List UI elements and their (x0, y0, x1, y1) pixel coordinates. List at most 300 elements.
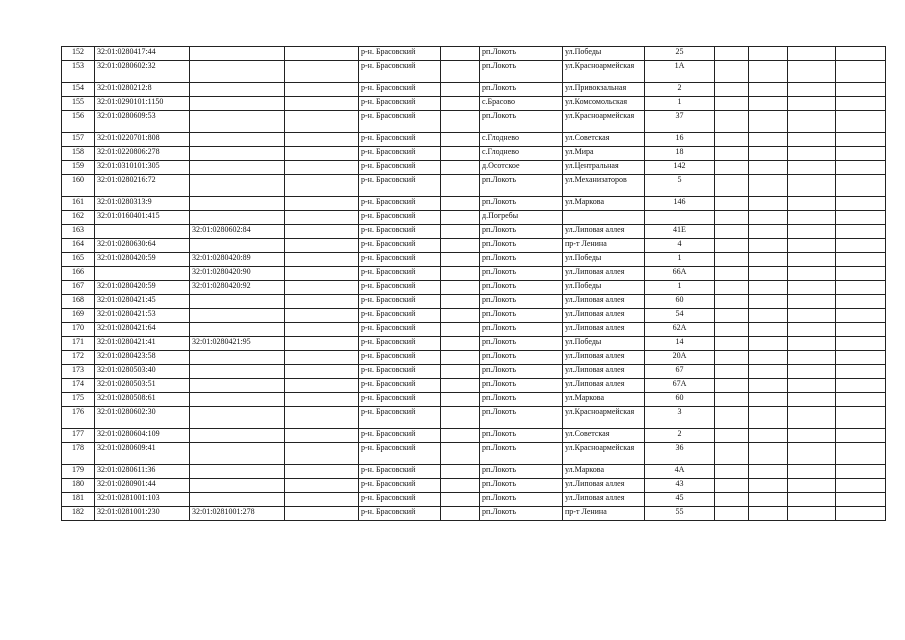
cadastral-number-secondary (190, 61, 285, 83)
cadastral-number-secondary (190, 133, 285, 147)
empty-cell (715, 337, 749, 351)
empty-cell (441, 267, 480, 281)
empty-cell (788, 365, 836, 379)
district-cell: р-н. Брасовский (359, 111, 441, 133)
empty-cell (285, 47, 359, 61)
cadastral-number: 32:01:0280602:30 (95, 407, 190, 429)
row-number: 165 (62, 253, 95, 267)
empty-cell (788, 407, 836, 429)
empty-cell (788, 175, 836, 197)
district-cell: р-н. Брасовский (359, 225, 441, 239)
street-cell: ул.Липовая аллея (563, 351, 645, 365)
empty-cell (749, 133, 788, 147)
empty-cell (441, 239, 480, 253)
table-row (62, 267, 886, 281)
house-number: 41Е (645, 225, 715, 239)
empty-cell (715, 379, 749, 393)
settlement-cell: рп.Локоть (480, 407, 563, 429)
table-row (62, 493, 886, 507)
empty-cell (441, 323, 480, 337)
house-number: 16 (645, 133, 715, 147)
settlement-cell: рп.Локоть (480, 239, 563, 253)
settlement-cell: рп.Локоть (480, 175, 563, 197)
empty-cell (788, 253, 836, 267)
cadastral-number: 32:01:0280421:64 (95, 323, 190, 337)
settlement-cell: рп.Локоть (480, 465, 563, 479)
empty-cell (285, 253, 359, 267)
district-cell: р-н. Брасовский (359, 507, 441, 521)
cadastral-number: 32:01:0280602:32 (95, 61, 190, 83)
cadastral-number-secondary (190, 465, 285, 479)
cadastral-number-secondary (190, 295, 285, 309)
row-number: 180 (62, 479, 95, 493)
street-cell: ул.Победы (563, 337, 645, 351)
empty-cell (788, 281, 836, 295)
empty-cell (441, 133, 480, 147)
empty-cell (749, 175, 788, 197)
cadastral-number-secondary: 32:01:0281001:278 (190, 507, 285, 521)
empty-cell (749, 337, 788, 351)
settlement-cell: рп.Локоть (480, 83, 563, 97)
empty-cell (441, 295, 480, 309)
table-row (62, 97, 886, 111)
empty-cell (749, 365, 788, 379)
cadastral-number: 32:01:0280630:64 (95, 239, 190, 253)
empty-cell (285, 211, 359, 225)
empty-cell (715, 281, 749, 295)
empty-cell (441, 309, 480, 323)
empty-cell (715, 61, 749, 83)
empty-cell (285, 197, 359, 211)
empty-cell (749, 309, 788, 323)
empty-cell (441, 161, 480, 175)
settlement-cell: рп.Локоть (480, 253, 563, 267)
empty-cell (285, 365, 359, 379)
table-row (62, 351, 886, 365)
table-row (62, 111, 886, 133)
empty-cell (441, 351, 480, 365)
empty-cell (836, 253, 886, 267)
empty-cell (836, 225, 886, 239)
district-cell: р-н. Брасовский (359, 47, 441, 61)
empty-cell (788, 493, 836, 507)
empty-cell (749, 479, 788, 493)
empty-cell (788, 211, 836, 225)
empty-cell (441, 83, 480, 97)
empty-cell (836, 465, 886, 479)
cadastral-number-secondary (190, 323, 285, 337)
cadastral-number-secondary (190, 147, 285, 161)
empty-cell (836, 111, 886, 133)
empty-cell (441, 225, 480, 239)
street-cell: ул.Липовая аллея (563, 479, 645, 493)
row-number: 172 (62, 351, 95, 365)
street-cell: ул.Красноармейская (563, 443, 645, 465)
empty-cell (441, 465, 480, 479)
house-number: 146 (645, 197, 715, 211)
cadastral-number-secondary (190, 47, 285, 61)
empty-cell (441, 407, 480, 429)
table-row (62, 479, 886, 493)
empty-cell (836, 295, 886, 309)
district-cell: р-н. Брасовский (359, 61, 441, 83)
settlement-cell: рп.Локоть (480, 429, 563, 443)
cadastral-number: 32:01:0280503:40 (95, 365, 190, 379)
empty-cell (788, 97, 836, 111)
house-number: 4 (645, 239, 715, 253)
row-number: 163 (62, 225, 95, 239)
empty-cell (441, 479, 480, 493)
cadastral-number: 32:01:0280313:9 (95, 197, 190, 211)
empty-cell (285, 337, 359, 351)
empty-cell (441, 97, 480, 111)
cadastral-number-secondary (190, 197, 285, 211)
empty-cell (749, 197, 788, 211)
cadastral-number-secondary (190, 211, 285, 225)
empty-cell (285, 147, 359, 161)
settlement-cell: рп.Локоть (480, 479, 563, 493)
empty-cell (836, 365, 886, 379)
row-number: 166 (62, 267, 95, 281)
empty-cell (836, 429, 886, 443)
row-number: 182 (62, 507, 95, 521)
empty-cell (285, 479, 359, 493)
cadastral-number: 32:01:0280609:53 (95, 111, 190, 133)
district-cell: р-н. Брасовский (359, 479, 441, 493)
district-cell: р-н. Брасовский (359, 239, 441, 253)
street-cell: ул.Советская (563, 133, 645, 147)
settlement-cell: рп.Локоть (480, 379, 563, 393)
table-row (62, 281, 886, 295)
table-row (62, 197, 886, 211)
empty-cell (285, 161, 359, 175)
empty-cell (749, 281, 788, 295)
house-number: 4А (645, 465, 715, 479)
district-cell: р-н. Брасовский (359, 161, 441, 175)
empty-cell (788, 61, 836, 83)
table-row (62, 429, 886, 443)
empty-cell (836, 493, 886, 507)
empty-cell (788, 225, 836, 239)
cadastral-number-secondary: 32:01:0280420:89 (190, 253, 285, 267)
settlement-cell: рп.Локоть (480, 267, 563, 281)
empty-cell (441, 393, 480, 407)
empty-cell (836, 133, 886, 147)
street-cell: ул.Маркова (563, 197, 645, 211)
row-number: 158 (62, 147, 95, 161)
house-number: 45 (645, 493, 715, 507)
empty-cell (788, 465, 836, 479)
empty-cell (285, 309, 359, 323)
row-number: 156 (62, 111, 95, 133)
street-cell: ул.Липовая аллея (563, 309, 645, 323)
empty-cell (749, 147, 788, 161)
house-number: 37 (645, 111, 715, 133)
table-row (62, 365, 886, 379)
cadastral-number: 32:01:0280503:51 (95, 379, 190, 393)
cadastral-number: 32:01:0280421:53 (95, 309, 190, 323)
empty-cell (749, 239, 788, 253)
row-number: 157 (62, 133, 95, 147)
street-cell: ул.Маркова (563, 465, 645, 479)
empty-cell (715, 295, 749, 309)
empty-cell (836, 147, 886, 161)
house-number: 1 (645, 97, 715, 111)
cadastral-number (95, 225, 190, 239)
district-cell: р-н. Брасовский (359, 197, 441, 211)
empty-cell (788, 197, 836, 211)
house-number: 18 (645, 147, 715, 161)
cadastral-number-secondary (190, 175, 285, 197)
cadastral-number-secondary (190, 379, 285, 393)
house-number: 25 (645, 47, 715, 61)
empty-cell (715, 479, 749, 493)
empty-cell (788, 111, 836, 133)
row-number: 178 (62, 443, 95, 465)
empty-cell (749, 161, 788, 175)
cadastral-number-secondary (190, 393, 285, 407)
row-number: 168 (62, 295, 95, 309)
house-number: 5 (645, 175, 715, 197)
cadastral-number: 32:01:0280609:41 (95, 443, 190, 465)
empty-cell (715, 239, 749, 253)
street-cell: ул.Победы (563, 47, 645, 61)
cadastral-number: 32:01:0280604:109 (95, 429, 190, 443)
row-number: 177 (62, 429, 95, 443)
cadastral-number-secondary (190, 365, 285, 379)
house-number: 2 (645, 429, 715, 443)
empty-cell (749, 267, 788, 281)
house-number: 2 (645, 83, 715, 97)
street-cell: ул.Комсомольская (563, 97, 645, 111)
settlement-cell: рп.Локоть (480, 61, 563, 83)
empty-cell (285, 225, 359, 239)
row-number: 162 (62, 211, 95, 225)
row-number: 159 (62, 161, 95, 175)
empty-cell (441, 443, 480, 465)
empty-cell (749, 429, 788, 443)
street-cell: ул.Липовая аллея (563, 267, 645, 281)
empty-cell (715, 309, 749, 323)
empty-cell (836, 407, 886, 429)
district-cell: р-н. Брасовский (359, 83, 441, 97)
empty-cell (788, 133, 836, 147)
district-cell: р-н. Брасовский (359, 295, 441, 309)
empty-cell (715, 97, 749, 111)
table-row (62, 443, 886, 465)
table-row (62, 295, 886, 309)
empty-cell (836, 83, 886, 97)
row-number: 155 (62, 97, 95, 111)
empty-cell (836, 97, 886, 111)
cadastral-number: 32:01:0280421:45 (95, 295, 190, 309)
house-number (645, 211, 715, 225)
street-cell: ул.Красноармейская (563, 111, 645, 133)
empty-cell (441, 47, 480, 61)
table-row (62, 147, 886, 161)
settlement-cell: рп.Локоть (480, 281, 563, 295)
empty-cell (715, 267, 749, 281)
empty-cell (441, 281, 480, 295)
row-number: 164 (62, 239, 95, 253)
district-cell: р-н. Брасовский (359, 443, 441, 465)
district-cell: р-н. Брасовский (359, 253, 441, 267)
district-cell: р-н. Брасовский (359, 309, 441, 323)
row-number: 160 (62, 175, 95, 197)
settlement-cell: рп.Локоть (480, 393, 563, 407)
empty-cell (715, 225, 749, 239)
district-cell: р-н. Брасовский (359, 379, 441, 393)
empty-cell (836, 281, 886, 295)
cadastral-number: 32:01:0220701:808 (95, 133, 190, 147)
empty-cell (285, 239, 359, 253)
empty-cell (441, 61, 480, 83)
empty-cell (749, 211, 788, 225)
cadastral-number-secondary (190, 239, 285, 253)
empty-cell (441, 211, 480, 225)
empty-cell (749, 295, 788, 309)
empty-cell (441, 253, 480, 267)
street-cell: ул.Привокзальная (563, 83, 645, 97)
district-cell: р-н. Брасовский (359, 147, 441, 161)
empty-cell (715, 365, 749, 379)
cadastral-number: 32:01:0290101:1150 (95, 97, 190, 111)
empty-cell (749, 111, 788, 133)
empty-cell (285, 351, 359, 365)
house-number: 36 (645, 443, 715, 465)
table-body (62, 47, 886, 521)
cadastral-number-secondary: 32:01:0280602:84 (190, 225, 285, 239)
empty-cell (441, 147, 480, 161)
empty-cell (788, 295, 836, 309)
empty-cell (715, 507, 749, 521)
cadastral-number: 32:01:0280216:72 (95, 175, 190, 197)
cadastral-number-secondary (190, 351, 285, 365)
settlement-cell: рп.Локоть (480, 111, 563, 133)
empty-cell (285, 493, 359, 507)
empty-cell (788, 147, 836, 161)
table-row (62, 225, 886, 239)
empty-cell (749, 225, 788, 239)
empty-cell (285, 133, 359, 147)
cadastral-number-secondary (190, 493, 285, 507)
table-row (62, 337, 886, 351)
empty-cell (788, 239, 836, 253)
street-cell: ул.Победы (563, 281, 645, 295)
empty-cell (788, 323, 836, 337)
cadastral-number-secondary: 32:01:0280421:95 (190, 337, 285, 351)
empty-cell (715, 47, 749, 61)
cadastral-number-secondary (190, 443, 285, 465)
street-cell: ул.Липовая аллея (563, 323, 645, 337)
cadastral-number: 32:01:0280421:41 (95, 337, 190, 351)
empty-cell (285, 281, 359, 295)
cadastral-number: 32:01:0281001:103 (95, 493, 190, 507)
house-number: 54 (645, 309, 715, 323)
row-number: 161 (62, 197, 95, 211)
empty-cell (788, 393, 836, 407)
empty-cell (715, 111, 749, 133)
empty-cell (836, 309, 886, 323)
empty-cell (836, 61, 886, 83)
district-cell: р-н. Брасовский (359, 351, 441, 365)
house-number: 1 (645, 253, 715, 267)
district-cell: р-н. Брасовский (359, 393, 441, 407)
empty-cell (715, 465, 749, 479)
table-row (62, 323, 886, 337)
table-row (62, 83, 886, 97)
empty-cell (285, 295, 359, 309)
empty-cell (836, 479, 886, 493)
house-number: 14 (645, 337, 715, 351)
empty-cell (715, 493, 749, 507)
house-number: 1 (645, 281, 715, 295)
settlement-cell: с.Глоднево (480, 147, 563, 161)
empty-cell (749, 493, 788, 507)
house-number: 67 (645, 365, 715, 379)
empty-cell (285, 111, 359, 133)
empty-cell (836, 379, 886, 393)
house-number: 66А (645, 267, 715, 281)
empty-cell (788, 351, 836, 365)
empty-cell (788, 429, 836, 443)
empty-cell (788, 379, 836, 393)
row-number: 152 (62, 47, 95, 61)
empty-cell (749, 465, 788, 479)
cadastral-number-secondary (190, 479, 285, 493)
settlement-cell: рп.Локоть (480, 323, 563, 337)
table-row (62, 161, 886, 175)
cadastral-number-secondary (190, 429, 285, 443)
cadastral-number-secondary (190, 83, 285, 97)
row-number: 170 (62, 323, 95, 337)
cadastral-number: 32:01:0280423:58 (95, 351, 190, 365)
empty-cell (285, 267, 359, 281)
district-cell: р-н. Брасовский (359, 211, 441, 225)
district-cell: р-н. Брасовский (359, 493, 441, 507)
house-number: 55 (645, 507, 715, 521)
row-number: 167 (62, 281, 95, 295)
district-cell: р-н. Брасовский (359, 337, 441, 351)
empty-cell (715, 197, 749, 211)
row-number: 173 (62, 365, 95, 379)
settlement-cell: рп.Локоть (480, 295, 563, 309)
row-number: 175 (62, 393, 95, 407)
street-cell: ул.Липовая аллея (563, 379, 645, 393)
empty-cell (749, 323, 788, 337)
street-cell: ул.Победы (563, 253, 645, 267)
empty-cell (285, 175, 359, 197)
district-cell: р-н. Брасовский (359, 281, 441, 295)
table-row (62, 379, 886, 393)
house-number: 60 (645, 393, 715, 407)
district-cell: р-н. Брасовский (359, 429, 441, 443)
empty-cell (715, 147, 749, 161)
street-cell: ул.Красноармейская (563, 407, 645, 429)
empty-cell (749, 351, 788, 365)
district-cell: р-н. Брасовский (359, 323, 441, 337)
cadastral-number: 32:01:0280508:61 (95, 393, 190, 407)
cadastral-number-secondary (190, 161, 285, 175)
empty-cell (441, 197, 480, 211)
empty-cell (836, 47, 886, 61)
empty-cell (285, 393, 359, 407)
table-row (62, 507, 886, 521)
street-cell: ул.Центральная (563, 161, 645, 175)
street-cell: ул.Липовая аллея (563, 225, 645, 239)
empty-cell (836, 239, 886, 253)
row-number: 181 (62, 493, 95, 507)
